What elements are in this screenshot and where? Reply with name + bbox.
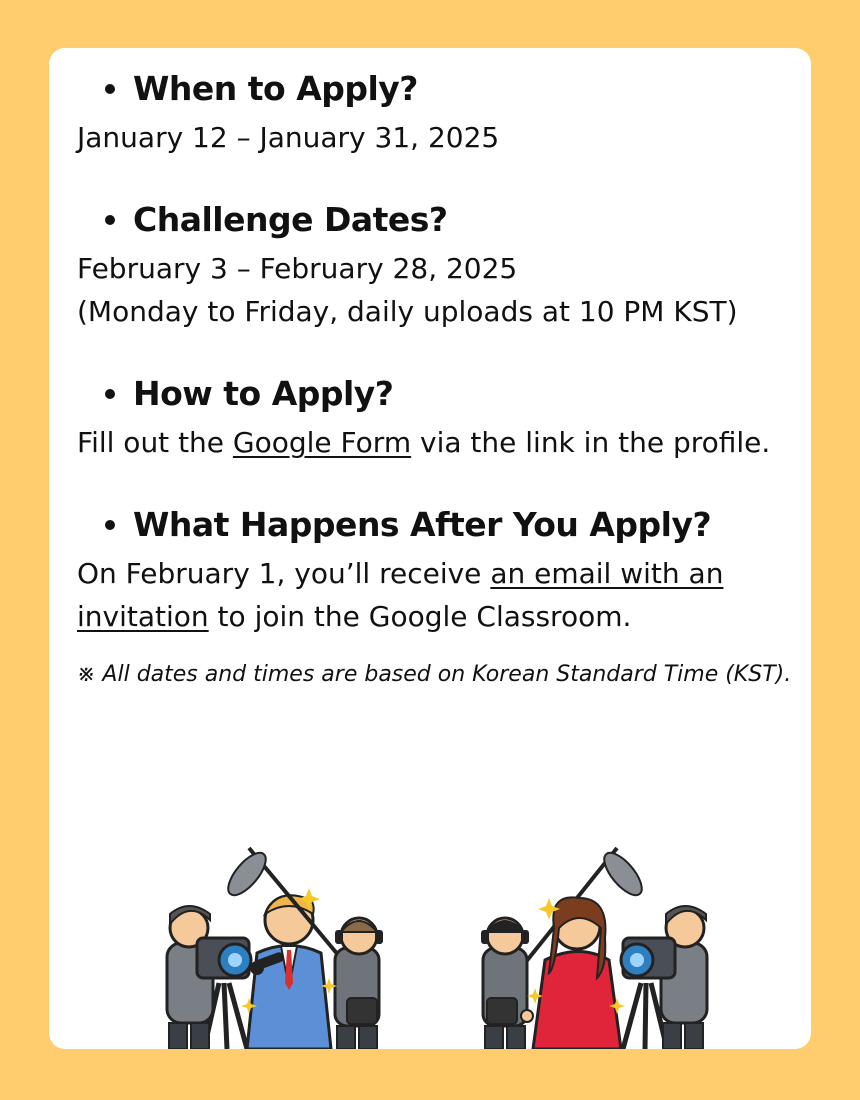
text-after: to join the Google Classroom.	[208, 600, 632, 633]
text-after: via the link in the profile.	[411, 426, 771, 459]
body-text-line-2: (Monday to Friday, daily uploads at 10 PM KST)	[77, 295, 738, 328]
text-before: Fill out the	[77, 426, 233, 459]
text-before: On February 1, you’ll receive	[77, 557, 491, 590]
press-interview-illustration	[49, 48, 811, 1049]
body-text-line-1: February 3 – February 28, 2025	[77, 252, 518, 285]
body-text: January 12 – January 31, 2025	[77, 121, 500, 154]
left-reporter	[247, 895, 331, 1049]
heading-text: How to Apply?	[133, 374, 394, 413]
left-camera-operator	[167, 906, 251, 1049]
info-card	[49, 48, 811, 1049]
timezone-note: ※ All dates and times are based on Korean Standard Time (KST).	[77, 662, 792, 687]
email-invitation-link[interactable]: an email with an invitation	[77, 557, 724, 633]
heading-text: Challenge Dates?	[133, 200, 448, 239]
google-form-link[interactable]: Google Form	[232, 426, 412, 459]
right-camera-operator	[621, 906, 707, 1049]
heading-text: When to Apply?	[133, 69, 418, 108]
right-reporter	[521, 897, 621, 1049]
heading-text: What Happens After You Apply?	[133, 505, 712, 544]
